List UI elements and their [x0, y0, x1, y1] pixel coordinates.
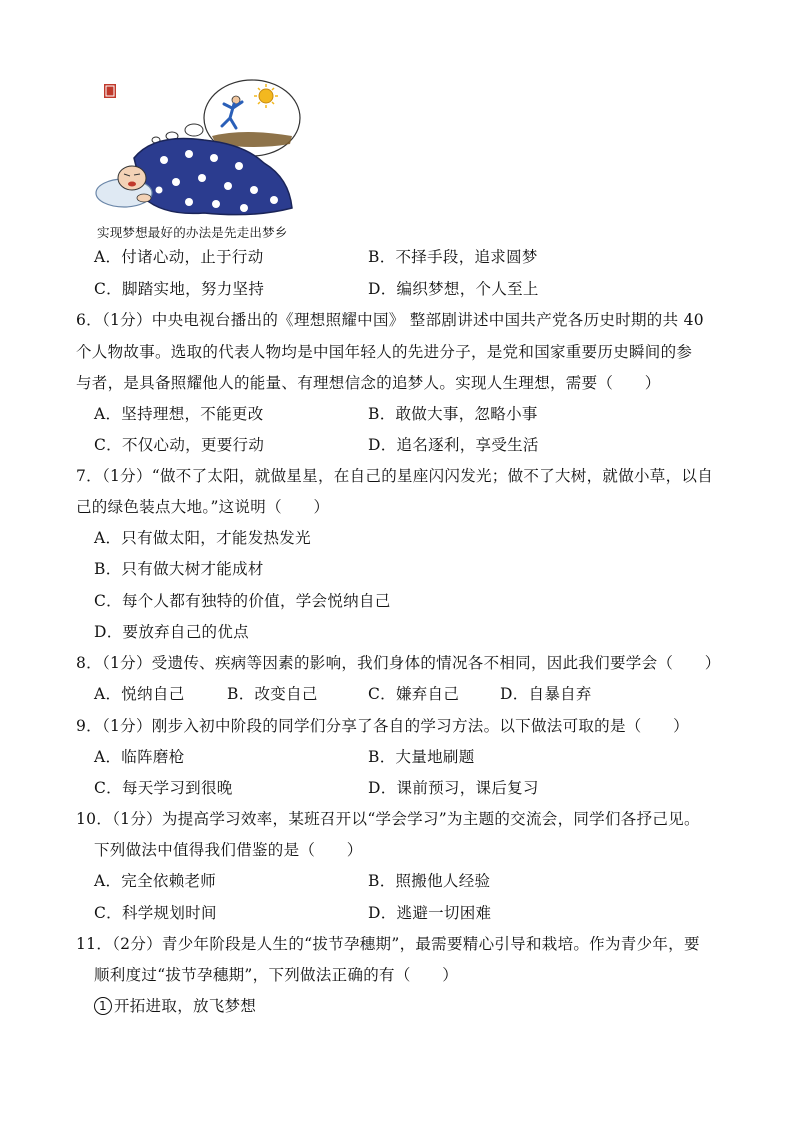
q10-option-c: C．科学规划时间	[94, 904, 217, 922]
q8-option-d: D．自暴自弃	[500, 685, 592, 703]
q9-option-b: B．大量地刷题	[368, 748, 475, 766]
q9-option-d: D．课前预习，课后复习	[368, 779, 539, 797]
q8-option-b: B．改变自己	[227, 685, 318, 703]
q5-option-b: B．不择手段，追求圆梦	[368, 248, 538, 266]
q10-option-d: D．逃避一切困难	[368, 904, 492, 922]
q8-option-a: A．悦纳自己	[94, 685, 185, 703]
q7-option-a: A．只有做太阳，才能发热发光	[94, 529, 311, 547]
q7-stem-line2: 己的绿色装点大地。”这说明（ ）	[76, 498, 330, 516]
q11-item-1	[94, 996, 256, 1016]
q10-option-a: A．完全依赖老师	[94, 872, 217, 890]
q9-option-a: A．临阵磨枪	[94, 748, 185, 766]
q10-stem-line2: 下列做法中值得我们借鉴的是（ ）	[94, 841, 363, 859]
q7-option-c: C．每个人都有独特的价值，学会悦纳自己	[94, 592, 391, 610]
q10-stem-line1: 10．（1分）为提高学习效率，某班召开以“学会学习”为主题的交流会，同学们各抒己见。	[76, 810, 700, 828]
q6-option-b: B．敢做大事，忽略小事	[368, 405, 538, 423]
q7-option-b: B．只有做大树才能成材	[94, 560, 264, 578]
q8-stem-line1: 8．（1分）受遗传、疾病等因素的影响，我们身体的情况各不相同，因此我们要学会（ ）	[76, 654, 721, 672]
q5-option-d: D．编织梦想，个人至上	[368, 280, 539, 298]
q6-option-d: D．追名逐利，享受生活	[368, 436, 539, 454]
q8-option-c: C．嫌弃自己	[368, 685, 460, 703]
figure-caption: 实现梦想最好的办法是先走出梦乡	[97, 225, 288, 240]
q9-stem-line1: 9．（1分）刚步入初中阶段的同学们分享了各自的学习方法。以下做法可取的是（ ）	[76, 717, 689, 735]
q6-option-a: A．坚持理想，不能更改	[94, 405, 264, 423]
q11-stem-line2: 顺利度过“拔节孕穗期”，下列做法正确的有（ ）	[94, 966, 459, 984]
q7-option-d: D．要放弃自己的优点	[94, 623, 249, 641]
q5-option-c: C．脚踏实地，努力坚持	[94, 280, 265, 298]
q6-stem-line2: 个人物故事。选取的代表人物均是中国年轻人的先进分子，是党和国家重要历史瞬间的参	[76, 343, 693, 361]
circled-number-1: 1	[94, 997, 112, 1015]
dream-cartoon-illustration	[94, 78, 306, 223]
q11-item-1-text: 开拓进取，放飞梦想	[114, 997, 257, 1015]
q9-option-c: C．每天学习到很晚	[94, 779, 233, 797]
q11-stem-line1: 11．（2分）青少年阶段是人生的“拔节孕穗期”，最需要精心引导和栽培。作为青少年，要	[76, 935, 700, 953]
q6-option-c: C．不仅心动，更要行动	[94, 436, 265, 454]
q6-stem-line1: 6．（1分）中央电视台播出的《理想照耀中国》 整部剧讲述中国共产党各历史时期的共 40	[76, 311, 704, 329]
q7-stem-line1: 7．（1分）“做不了太阳，就做星星，在自己的星座闪闪发光；做不了大树，就做小草，以自	[76, 467, 713, 485]
q6-stem-line3: 与者，是具备照耀他人的能量、有理想信念的追梦人。实现人生理想，需要（ ）	[76, 374, 661, 392]
q5-option-a: A．付诸心动，止于行动	[94, 248, 264, 266]
sun-icon	[259, 89, 273, 103]
q10-option-b: B．照搬他人经验	[368, 872, 491, 890]
